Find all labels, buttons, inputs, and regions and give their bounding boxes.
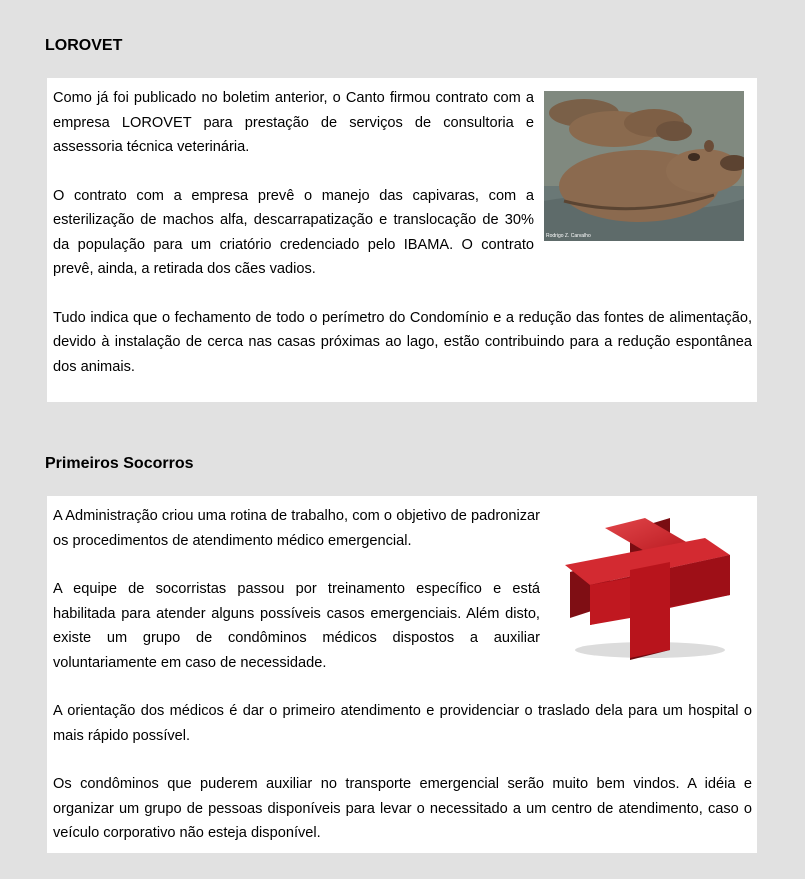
capybara-photo — [544, 91, 744, 241]
paragraph: Os condôminos que puderem auxiliar no transporte emergencial serão muito bem vindos. A idéia e organizar um grupo de pessoas disponíveis para levar o necessitado a um centro de atendimento, caso o veículo corporativo não esteja disponível. — [53, 776, 752, 841]
paragraph: Como já foi publicado no boletim anterior, o Canto firmou contrato com a empresa LOROVET para prestação de serviços de consultoria e assessoria técnica veterinária. — [53, 90, 534, 155]
primeiros-socorros-content-box — [47, 496, 757, 853]
red-cross-icon — [550, 510, 740, 660]
paragraph: Tudo indica que o fechamento de todo o perímetro do Condomínio e a redução das fontes de alimentação, devido à instalação de cerca nas casas próximas ao lago, estão contribuindo para a redução espontânea dos animais. — [53, 309, 752, 375]
capybara-illustration — [544, 91, 744, 241]
section-title-lorovet: LOROVET — [45, 37, 123, 54]
red-cross-illustration — [550, 510, 740, 660]
paragraph: A Administração criou uma rotina de trabalho, com o objetivo de padronizar os procedimentos de atendimento médico emergencial. — [53, 508, 540, 549]
section-title-primeiros-socorros: Primeiros Socorros — [45, 455, 194, 472]
lorovet-content-box — [47, 78, 757, 402]
photo-credit: Rodrigo Z. Carvalho — [546, 233, 591, 239]
paragraph: A orientação dos médicos é dar o primeiro atendimento e providenciar o traslado dela para um hospital o mais rápido possível. — [53, 703, 752, 744]
paragraph: O contrato com a empresa prevê o manejo das capivaras, com a esterilização de machos alfa, descarrapatização e translocação de 30% da população para um criatório credenciado pelo IBAMA. O contrato prevê, ainda, a retirada dos cães vadios. — [53, 187, 534, 277]
paragraph: A equipe de socorristas passou por treinamento específico e está habilitada para atender alguns possíveis casos emergenciais. Além disto, existe um grupo de condôminos médicos dispostos a auxiliar voluntariamente em caso de necessidade. — [53, 581, 540, 671]
